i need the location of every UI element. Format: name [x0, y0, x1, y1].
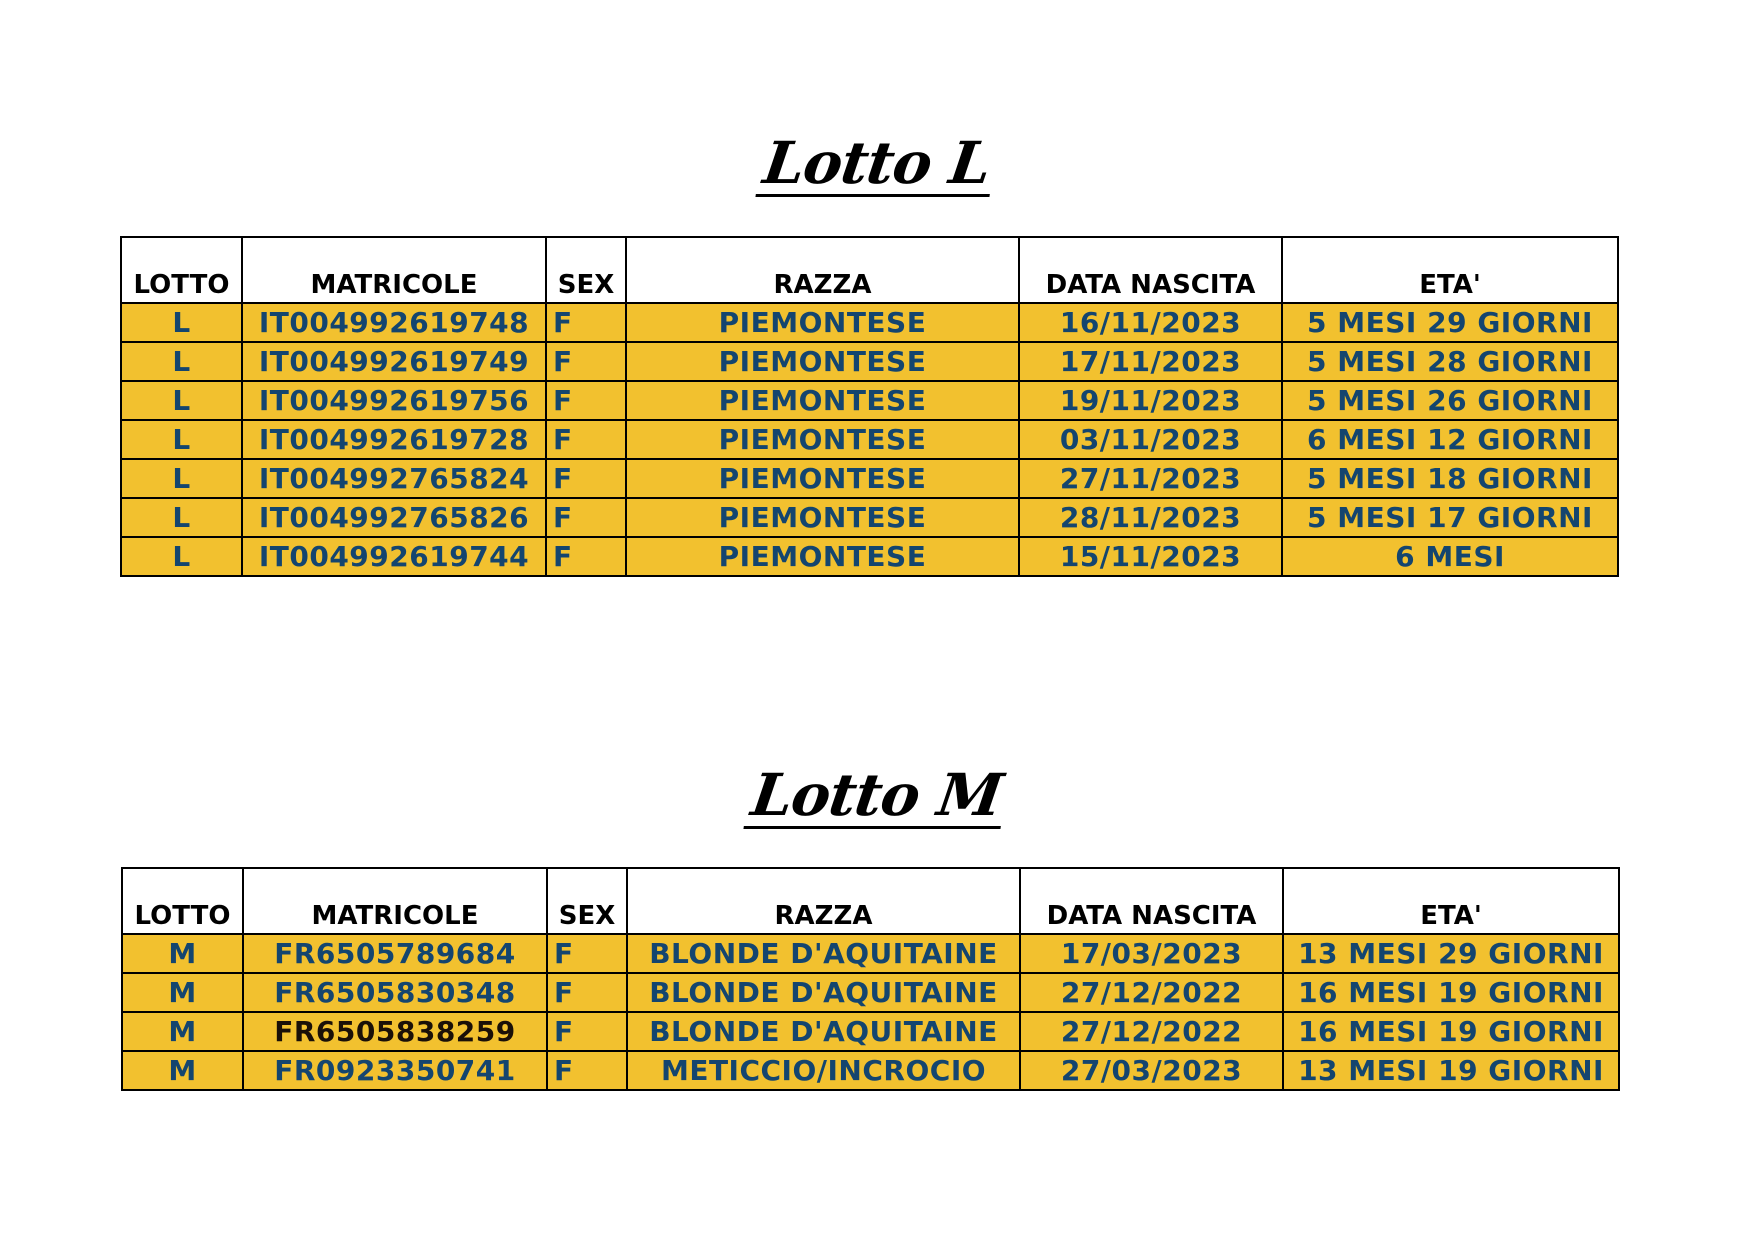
cell-lotto: L [121, 420, 242, 459]
cell-lotto: M [122, 973, 243, 1012]
cell-razza: METICCIO/INCROCIO [627, 1051, 1020, 1090]
lot-m-title [0, 760, 1753, 830]
cell-sex: F [546, 459, 626, 498]
cell-matricola: FR6505838259 [243, 1012, 547, 1051]
column-header-razza: RAZZA [627, 868, 1020, 934]
cell-eta: 13 MESI 29 GIORNI [1283, 934, 1619, 973]
cell-razza: PIEMONTESE [626, 342, 1019, 381]
cell-eta: 16 MESI 19 GIORNI [1283, 973, 1619, 1012]
cell-razza: PIEMONTESE [626, 420, 1019, 459]
cell-lotto: L [121, 303, 242, 342]
table-row [121, 498, 1618, 537]
cell-matricola: IT004992619756 [242, 381, 546, 420]
cell-lotto: M [122, 1051, 243, 1090]
cell-sex: F [547, 1051, 627, 1090]
column-header-sex: SEX [546, 237, 626, 303]
cell-matricola: FR0923350741 [243, 1051, 547, 1090]
table-header-row [122, 868, 1619, 934]
cell-data-nascita: 03/11/2023 [1019, 420, 1282, 459]
cell-eta: 13 MESI 19 GIORNI [1283, 1051, 1619, 1090]
cell-lotto: L [121, 537, 242, 576]
lot-m-table [121, 867, 1620, 1091]
cell-data-nascita: 28/11/2023 [1019, 498, 1282, 537]
column-header-matricole: MATRICOLE [243, 868, 547, 934]
cell-matricola: IT004992619728 [242, 420, 546, 459]
cell-sex: F [547, 973, 627, 1012]
cell-razza: PIEMONTESE [626, 459, 1019, 498]
cell-eta: 5 MESI 28 GIORNI [1282, 342, 1618, 381]
table-row [122, 973, 1619, 1012]
cell-matricola: IT004992619748 [242, 303, 546, 342]
cell-sex: F [546, 498, 626, 537]
cell-lotto: M [122, 934, 243, 973]
cell-lotto: L [121, 459, 242, 498]
cell-data-nascita: 15/11/2023 [1019, 537, 1282, 576]
cell-data-nascita: 16/11/2023 [1019, 303, 1282, 342]
cell-data-nascita: 27/12/2022 [1020, 1012, 1283, 1051]
lot-l-title-text: Lotto L [755, 132, 998, 197]
cell-matricola: IT004992619749 [242, 342, 546, 381]
cell-eta: 5 MESI 26 GIORNI [1282, 381, 1618, 420]
table-row [121, 303, 1618, 342]
cell-matricola: IT004992765824 [242, 459, 546, 498]
cell-data-nascita: 19/11/2023 [1019, 381, 1282, 420]
table-row [121, 420, 1618, 459]
table-header-row [121, 237, 1618, 303]
cell-data-nascita: 27/12/2022 [1020, 973, 1283, 1012]
column-header-eta: ETA' [1282, 237, 1618, 303]
column-header-lotto: LOTTO [122, 868, 243, 934]
cell-lotto: L [121, 342, 242, 381]
cell-lotto: L [121, 381, 242, 420]
cell-lotto: M [122, 1012, 243, 1051]
cell-sex: F [546, 537, 626, 576]
table-row [121, 381, 1618, 420]
cell-razza: PIEMONTESE [626, 381, 1019, 420]
cell-matricola: IT004992765826 [242, 498, 546, 537]
table-row [122, 934, 1619, 973]
cell-eta: 6 MESI [1282, 537, 1618, 576]
cell-sex: F [546, 303, 626, 342]
column-header-sex: SEX [547, 868, 627, 934]
cell-razza: BLONDE D'AQUITAINE [627, 934, 1020, 973]
cell-eta: 6 MESI 12 GIORNI [1282, 420, 1618, 459]
table-row [121, 342, 1618, 381]
cell-sex: F [547, 1012, 627, 1051]
lot-l-table [120, 236, 1619, 577]
cell-matricola: FR6505789684 [243, 934, 547, 973]
cell-razza: PIEMONTESE [626, 498, 1019, 537]
cell-razza: BLONDE D'AQUITAINE [627, 973, 1020, 1012]
cell-razza: PIEMONTESE [626, 303, 1019, 342]
cell-matricola: FR6505830348 [243, 973, 547, 1012]
column-header-eta: ETA' [1283, 868, 1619, 934]
cell-razza: PIEMONTESE [626, 537, 1019, 576]
cell-data-nascita: 27/03/2023 [1020, 1051, 1283, 1090]
cell-data-nascita: 17/11/2023 [1019, 342, 1282, 381]
cell-sex: F [546, 381, 626, 420]
cell-eta: 16 MESI 19 GIORNI [1283, 1012, 1619, 1051]
table-row [122, 1012, 1619, 1051]
cell-matricola: IT004992619744 [242, 537, 546, 576]
table-row [121, 459, 1618, 498]
cell-eta: 5 MESI 18 GIORNI [1282, 459, 1618, 498]
cell-sex: F [547, 934, 627, 973]
lot-l-title [0, 128, 1753, 198]
cell-sex: F [546, 342, 626, 381]
cell-eta: 5 MESI 17 GIORNI [1282, 498, 1618, 537]
column-header-lotto: LOTTO [121, 237, 242, 303]
cell-eta: 5 MESI 29 GIORNI [1282, 303, 1618, 342]
cell-data-nascita: 17/03/2023 [1020, 934, 1283, 973]
table-row [122, 1051, 1619, 1090]
column-header-data-nascita: DATA NASCITA [1020, 868, 1283, 934]
table-row [121, 537, 1618, 576]
cell-lotto: L [121, 498, 242, 537]
column-header-data-nascita: DATA NASCITA [1019, 237, 1282, 303]
column-header-matricole: MATRICOLE [242, 237, 546, 303]
column-header-razza: RAZZA [626, 237, 1019, 303]
cell-data-nascita: 27/11/2023 [1019, 459, 1282, 498]
cell-razza: BLONDE D'AQUITAINE [627, 1012, 1020, 1051]
cell-sex: F [546, 420, 626, 459]
lot-m-title-text: Lotto M [743, 764, 1009, 829]
